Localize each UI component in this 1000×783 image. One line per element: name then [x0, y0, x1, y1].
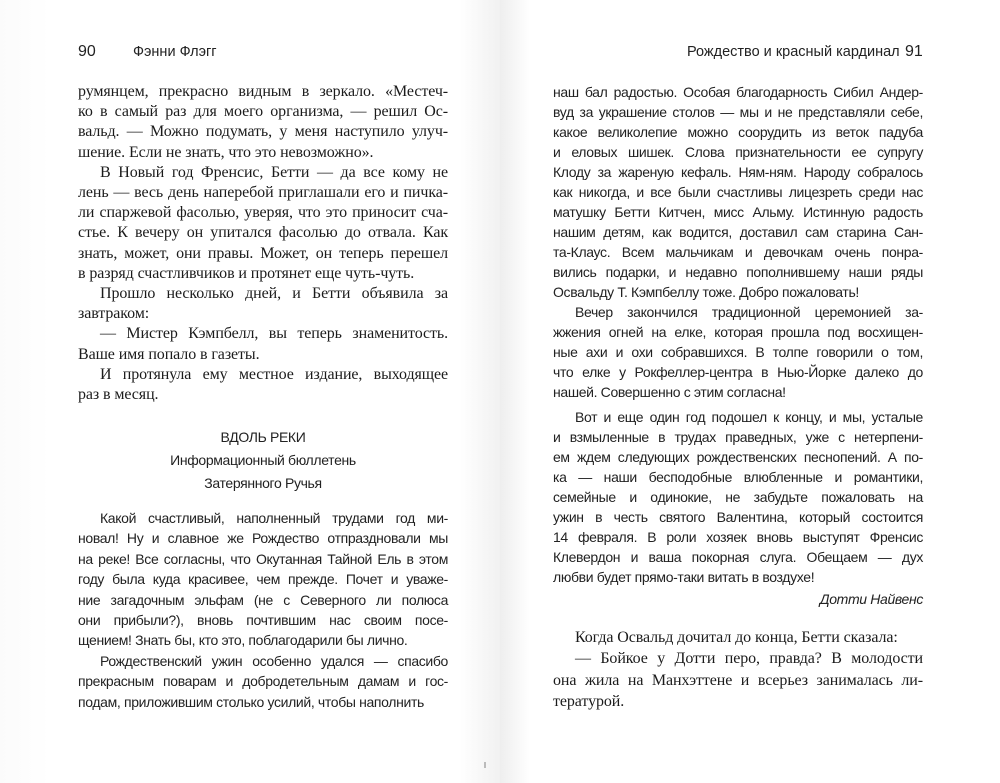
newsletter-subtitle: Затерянного Ручья	[204, 475, 322, 491]
text-line: вились подарки, и недавно пополнившему наши ряды	[553, 264, 923, 280]
page-number: 90	[78, 43, 96, 60]
text-line: 14 февраля. В роли хозяек вновь выступят Френсис	[553, 529, 923, 545]
text-line: наш бал радостью. Особая благодарность Сибил Андер-	[553, 84, 923, 100]
text-line: семейные и одинокие, не забудьте пожаловать на	[553, 489, 923, 505]
text-line: жжения огней на елке, которая прошла под восхищен-	[553, 324, 923, 340]
text-line: Рождественский ужин особенно удался — спасибо	[100, 652, 448, 669]
page-number: 91	[905, 43, 923, 60]
text-line: ние загадочным эльфам (не с Северного ли полюса	[78, 591, 448, 608]
text-line: щением! Знать бы, кто это, поблагодарили бы лично.	[78, 632, 408, 649]
text-line: любви будет прямо-таки витать в воздухе!	[553, 569, 815, 585]
text-line: и взмыленные в трудах праведных, уже с нетерпени-	[553, 429, 923, 445]
text-line: стье. К вечеру он упитался фасолью до отвала. Как	[78, 224, 448, 242]
text-line: — Мистер Кэмпбелл, вы теперь знаменитость.	[100, 325, 448, 343]
text-line: Клевердон и ваша покорная слуга. Обещаем — дух	[553, 549, 923, 565]
text-line: лень — весь день наперебой приглашали его и пичка-	[78, 184, 448, 201]
text-line: Вечер закончился традиционной церемонией за-	[575, 304, 923, 320]
text-line: ка — наши бесподобные влюбленные и романтики,	[553, 469, 923, 485]
text-line: знать, может, они правы. Может, он теперь перешел	[78, 244, 448, 262]
text-line: и еловых шишек. Слова признательности ее супругу	[553, 144, 923, 160]
text-line: Вот и еще один год подошел к концу, и мы, усталые	[575, 409, 923, 425]
text-line: вуд за украшение столов — мы и не представляли себе,	[553, 104, 923, 120]
text-line: подам, приложившим столько усилий, чтобы наполнить	[78, 693, 424, 710]
running-head-author: Фэнни Флэгг	[133, 44, 217, 60]
text-line: в разряд счастливчиков и протянет еще чуть-чуть.	[78, 264, 415, 282]
text-line: Освальду Т. Кэмпбеллу тоже. Добро пожаловать!	[553, 284, 859, 300]
text-line: Когда Освальд дочитал до конца, Бетти сказала:	[575, 629, 898, 646]
text-line: Клоду за жареную кефаль. Ням-ням. Народу собралось	[553, 164, 923, 180]
text-line: тературой.	[553, 693, 625, 711]
right-page	[500, 0, 1000, 783]
newsletter-subtitle: Информационный бюллетень	[170, 452, 356, 468]
text-line: ко в самый раз для моего организма, — решил Ос-	[78, 103, 448, 121]
newsletter-title: ВДОЛЬ РЕКИ	[220, 429, 306, 445]
scan-speck	[484, 762, 486, 768]
text-line: какое великолепие можно соорудить из веток падуба	[553, 124, 923, 140]
text-line: шение. Если не знать, что это невозможно».	[78, 143, 374, 161]
text-line: году была куда красивее, чем прежде. Почет и уваже-	[78, 571, 448, 588]
text-line: румянцем, прекрасно видным в зеркало. «Местеч-	[78, 83, 448, 100]
text-line: они прибыли?), вновь почтившим нас своим посе-	[78, 612, 448, 628]
text-line: матушку Бетти Китчен, мисс Альму. Истинную радость	[553, 204, 923, 220]
text-line: — Бойкое у Дотти перо, правда? В молодости	[575, 650, 923, 668]
text-line: Какой счастливый, наполненный трудами год ми-	[100, 510, 448, 526]
text-line: Ваше имя попало в газеты.	[78, 345, 260, 363]
text-line: Прошло несколько дней, и Бетти объявила за	[100, 285, 448, 302]
text-line: раз в месяц.	[78, 386, 159, 403]
text-line: ужин в честь святого Валентина, который состоится	[553, 509, 923, 525]
running-head-title: Рождество и красный кардинал	[687, 44, 900, 60]
newsletter-signature: Дотти Найвенс	[819, 591, 923, 607]
text-line: на реке! Все согласны, что Окутанная Тайной Ель в этом	[78, 550, 448, 567]
text-line: она жила на Манхэттене и всерьез занималась ли-	[553, 671, 923, 689]
text-line: В Новый год Френсис, Бетти — да все кому не	[100, 163, 448, 181]
text-line: ли спаржевой фасолью, уверяя, что это приносит сча-	[78, 204, 448, 222]
text-line: завтраком:	[78, 305, 150, 323]
text-line: как никогда, и все были счастливы лицезреть среди нас	[553, 184, 923, 200]
text-line: ные ахи и охи собравшихся. В толпе говорили о том,	[553, 344, 923, 360]
text-line: новал! Ну и славное же Рождество отпраздновали мы	[78, 530, 448, 547]
text-line: нашей. Совершенно с этим согласна!	[553, 384, 786, 400]
text-line: вальд. — Можно подумать, у меня наступило улуч-	[78, 123, 448, 141]
text-line: ем ждем следующих рождественских песнопений. А по-	[553, 449, 923, 465]
text-line: нашим детям, как водится, доставил сам старина Сан-	[553, 224, 923, 240]
text-line: И протянула ему местное издание, выходящее	[100, 365, 448, 383]
text-line: прекрасным поварам и добродетельным дамам и гос-	[78, 673, 448, 690]
text-line: та-Клаус. Всем мальчикам и девочкам очень понра-	[553, 244, 923, 260]
text-line: что елке у Рокфеллер-центра в Нью-Йорке далеко до	[553, 364, 923, 380]
